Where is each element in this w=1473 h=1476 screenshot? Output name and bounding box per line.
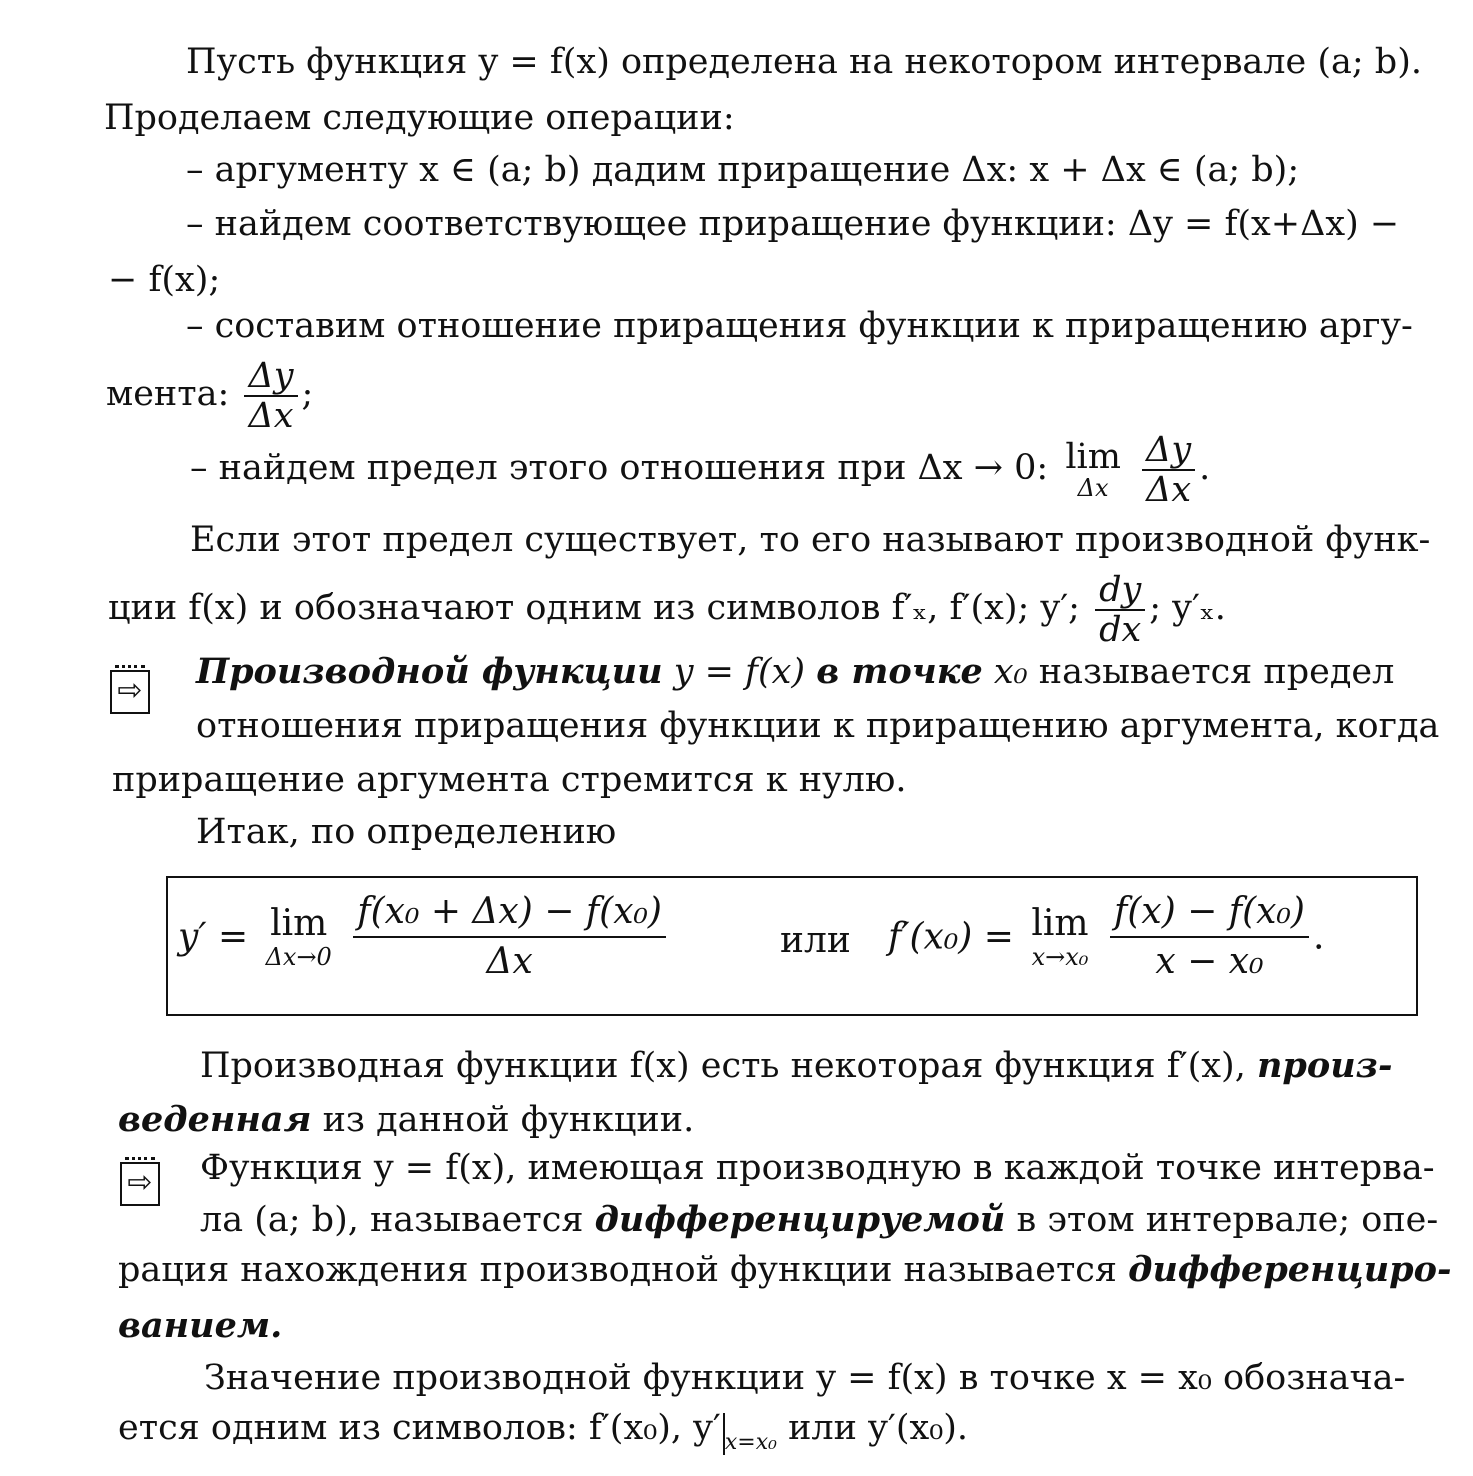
denominator: x − x₀	[1155, 941, 1264, 982]
formula-right	[888, 888, 1324, 986]
text: ется одним из символов: f′(x₀), y′	[118, 1408, 721, 1448]
list-item-1: – аргументу x ∈ (a; b) дадим приращение Δx: x + Δx ∈ (a; b);	[186, 150, 1300, 190]
numerator: dy	[1095, 571, 1145, 611]
text: из данной функции.	[322, 1100, 695, 1140]
evaluation-subscript: x=x₀	[724, 1430, 777, 1455]
or-word: или	[780, 920, 851, 961]
punct: .	[1199, 448, 1211, 488]
text: Производная функции f(x) есть некоторая функция f′(x),	[200, 1046, 1246, 1086]
fraction	[353, 888, 666, 986]
text: ла (a; b), называется	[200, 1200, 584, 1240]
limit-operator	[1065, 436, 1121, 502]
math: x₀	[993, 652, 1028, 692]
numerator: f(x) − f(x₀)	[1110, 888, 1309, 938]
lim-word: lim	[1065, 436, 1121, 477]
numerator: f(x₀ + Δx) − f(x₀)	[353, 888, 666, 938]
definition-line	[200, 1198, 1438, 1242]
fraction-dy-dx	[244, 357, 297, 435]
list-item-4	[190, 428, 1210, 509]
definition-line	[118, 1248, 1451, 1292]
text: мента:	[106, 374, 230, 414]
punct: ;	[301, 374, 314, 414]
term-bold: произ-	[1256, 1045, 1393, 1086]
lhs: f′(x₀) =	[888, 916, 1014, 958]
math: y = f(x)	[673, 652, 806, 692]
term-bold: дифференцируемой	[594, 1199, 1006, 1240]
lim-word: lim	[1031, 903, 1089, 944]
numerator: Δy	[244, 357, 297, 397]
paragraph-line: Если этот предел существует, то его называют производной функ-	[190, 520, 1431, 560]
text: называется предел	[1038, 652, 1395, 692]
definition-arrow-icon: ⇨	[110, 670, 150, 714]
text: – найдем предел этого отношения при Δx → 0:	[190, 448, 1049, 488]
denominator: Δx	[1146, 469, 1192, 510]
fraction-dy-dx-small	[1095, 571, 1145, 649]
text: ; y′ₓ.	[1149, 588, 1226, 628]
definition-arrow-icon: ⇨	[120, 1162, 160, 1206]
list-item-3-cont	[106, 356, 313, 435]
paragraph-line: Пусть функция y = f(x) определена на некотором интервале (a; b).	[186, 42, 1422, 82]
list-item-2-cont: − f(x);	[108, 260, 221, 300]
definition-formula-box	[166, 876, 1418, 1016]
text: рация нахождения производной функции называется	[118, 1250, 1117, 1290]
definition-line	[196, 650, 1394, 694]
definition-line: ванием.	[118, 1305, 283, 1346]
lhs: y′ =	[178, 916, 249, 958]
lim-subscript: x→x₀	[1031, 943, 1089, 971]
term-bold: дифференциро-	[1128, 1249, 1452, 1290]
paragraph-line	[200, 1044, 1393, 1088]
term-bold: веденная	[118, 1099, 312, 1140]
list-item-2: – найдем соответствующее приращение функции: Δy = f(x+Δx) −	[186, 204, 1400, 244]
paragraph-line	[108, 570, 1226, 649]
fraction-dy-dx	[1142, 431, 1195, 509]
definition-line: приращение аргумента стремится к нулю.	[112, 760, 907, 800]
list-item-3: – составим отношение приращения функции к приращению аргу-	[186, 306, 1413, 346]
numerator: Δy	[1142, 431, 1195, 471]
definition-line: отношения приращения функции к приращению аргумента, когда	[196, 706, 1440, 746]
paragraph-line: Проделаем следующие операции:	[104, 98, 735, 138]
lim-subscript: Δx	[1077, 473, 1109, 502]
denominator: Δx	[248, 395, 294, 436]
paragraph-line: Итак, по определению	[196, 812, 617, 852]
formula-left	[178, 888, 670, 986]
fraction	[1110, 888, 1309, 986]
denominator: Δx	[486, 941, 533, 982]
lim-word: lim	[270, 903, 328, 944]
text: ции f(x) и обозначают одним из символов f′ₓ, f′(x); y′;	[108, 588, 1080, 628]
lim-subscript: Δx→0	[265, 943, 332, 971]
denominator: dx	[1099, 609, 1142, 650]
text: в этом интервале; опе-	[1016, 1200, 1439, 1240]
term-bold: Производной функции	[196, 651, 663, 692]
limit-operator	[266, 904, 332, 970]
paragraph-line: Значение производной функции y = f(x) в точке x = x₀ обознача-	[204, 1358, 1406, 1398]
term-bold: в точке	[816, 651, 983, 692]
paragraph-line	[118, 1406, 968, 1455]
text: или y′(x₀).	[788, 1408, 969, 1448]
definition-line: Функция y = f(x), имеющая производную в каждой точке интерва-	[200, 1148, 1435, 1188]
paragraph-line	[118, 1098, 694, 1142]
limit-operator	[1031, 904, 1088, 970]
punct: .	[1312, 916, 1325, 958]
